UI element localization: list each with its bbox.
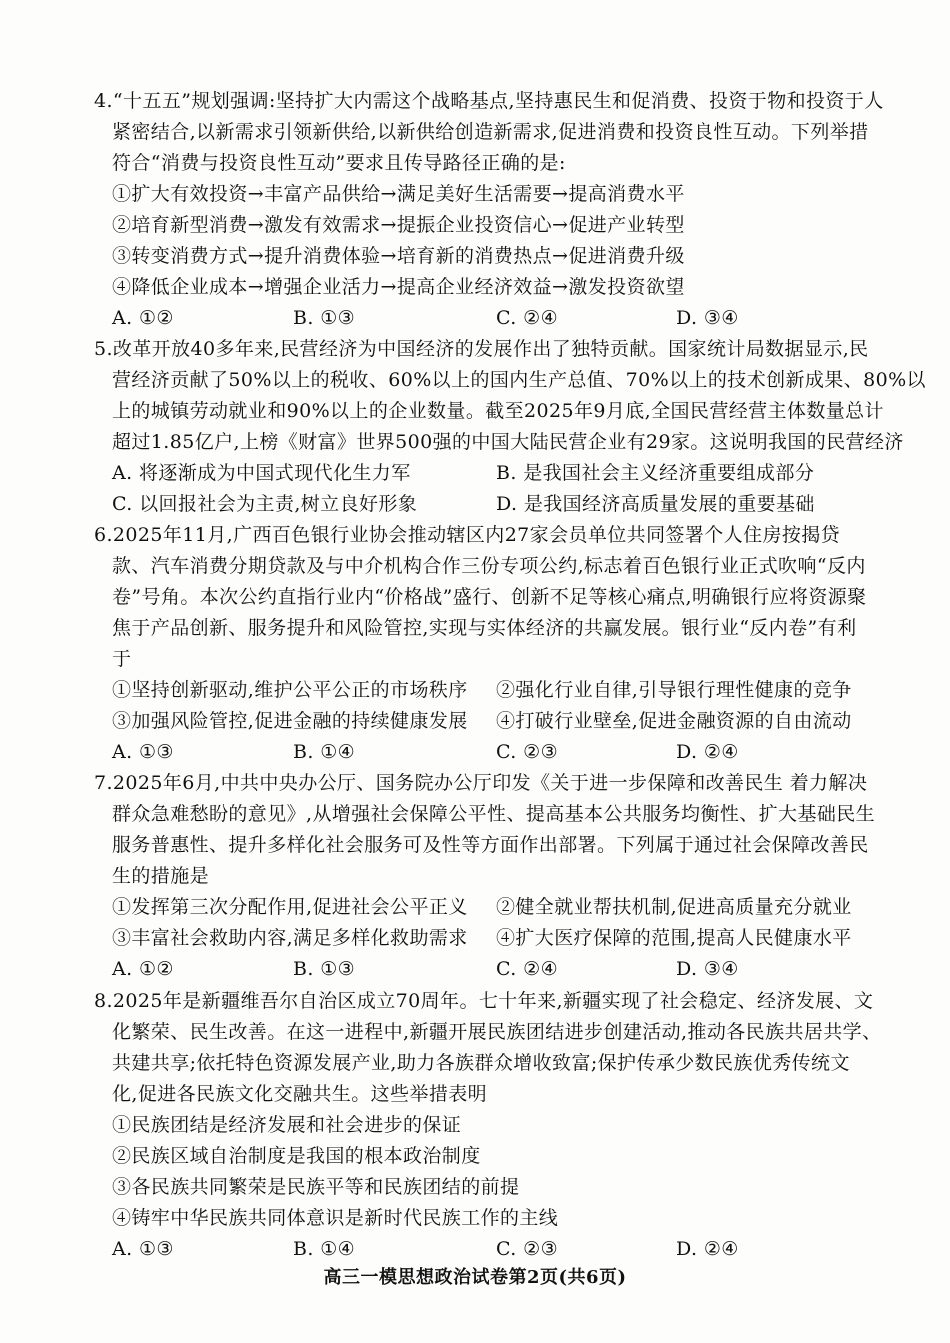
q8-stem-line: 化繁荣、民生改善。在这一进程中,新疆开展民族团结进步创建活动,推动各民族共居共学、 bbox=[112, 1021, 882, 1043]
q5-stem-line: 上的城镇劳动就业和90%以上的企业数量。截至2025年9月底,全国民营经营主体数量总计 bbox=[112, 400, 884, 422]
q5-stem-line: 超过1.85亿户,上榜《财富》世界500强的中国大陆民营企业有29家。这说明我国的民营经济 bbox=[112, 431, 904, 453]
q8-item: ①民族团结是经济发展和社会进步的保证 bbox=[112, 1114, 462, 1136]
q6-item: ①坚持创新驱动,维护公平公正的市场秩序 bbox=[112, 679, 468, 701]
q8-option-a[interactable]: A. ①③ bbox=[112, 1238, 174, 1260]
q7-item: ①发挥第三次分配作用,促进社会公平正义 bbox=[112, 896, 468, 918]
q6-option-b[interactable]: B. ①④ bbox=[293, 741, 356, 763]
q4-option-a[interactable]: A. ①② bbox=[112, 307, 174, 329]
q8-item: ④铸牢中华民族共同体意识是新时代民族工作的主线 bbox=[112, 1207, 559, 1229]
q7-option-b[interactable]: B. ①③ bbox=[293, 958, 356, 980]
q8-option-b[interactable]: B. ①④ bbox=[293, 1238, 356, 1260]
q4-stem-line: 紧密结合,以新需求引领新供给,以新供给创造新需求,促进消费和投资良性互动。下列举措 bbox=[112, 121, 869, 143]
q4-stem-line: 4.“十五五”规划强调:坚持扩大内需这个战略基点,坚持惠民生和促消费、投资于物和投资于人 bbox=[94, 90, 884, 112]
q6-stem-line: 于 bbox=[112, 648, 132, 670]
q8-item: ②民族区域自治制度是我国的根本政治制度 bbox=[112, 1145, 481, 1167]
q6-option-a[interactable]: A. ①③ bbox=[112, 741, 174, 763]
q6-item: ④打破行业壁垒,促进金融资源的自由流动 bbox=[496, 710, 852, 732]
q6-stem-line: 焦于产品创新、服务提升和风险管控,实现与实体经济的共赢发展。银行业“反内卷”有利 bbox=[112, 617, 857, 639]
q7-option-a[interactable]: A. ①② bbox=[112, 958, 174, 980]
q4-option-b[interactable]: B. ①③ bbox=[293, 307, 356, 329]
q4-stem-line: 符合“消费与投资良性互动”要求且传导路径正确的是: bbox=[112, 152, 566, 174]
q7-item: ②健全就业帮扶机制,促进高质量充分就业 bbox=[496, 896, 852, 918]
q6-item: ②强化行业自律,引导银行理性健康的竞争 bbox=[496, 679, 852, 701]
q7-stem-line: 生的措施是 bbox=[112, 865, 210, 887]
q7-stem-line: 7.2025年6月,中共中央办公厅、国务院办公厅印发《关于进一步保障和改善民生 着力解决 bbox=[94, 772, 868, 794]
q6-stem-line: 6.2025年11月,广西百色银行业协会推动辖区内27家会员单位共同签署个人住房按揭贷 bbox=[94, 524, 841, 546]
q7-option-c[interactable]: C. ②④ bbox=[496, 958, 559, 980]
q4-item: ④降低企业成本→增强企业活力→提高企业经济效益→激发投资欲望 bbox=[112, 276, 685, 298]
q5-option-c[interactable]: C. 以回报社会为主责,树立良好形象 bbox=[112, 493, 418, 515]
q4-item: ①扩大有效投资→丰富产品供给→满足美好生活需要→提高消费水平 bbox=[112, 183, 685, 205]
q5-option-a[interactable]: A. 将逐渐成为中国式现代化生力军 bbox=[112, 462, 411, 484]
q6-item: ③加强风险管控,促进金融的持续健康发展 bbox=[112, 710, 468, 732]
q5-option-b[interactable]: B. 是我国社会主义经济重要组成部分 bbox=[496, 462, 815, 484]
q7-stem-line: 群众急难愁盼的意见》,从增强社会保障公平性、提高基本公共服务均衡性、扩大基础民生 bbox=[112, 803, 876, 825]
q8-option-c[interactable]: C. ②③ bbox=[496, 1238, 559, 1260]
q5-stem-line: 营经济贡献了50%以上的税收、60%以上的国内生产总值、70%以上的技术创新成果、80%以 bbox=[112, 369, 926, 391]
q7-option-d[interactable]: D. ③④ bbox=[676, 958, 739, 980]
q6-stem-line: 款、汽车消费分期贷款及与中介机构合作三份专项公约,标志着百色银行业正式吹响“反内 bbox=[112, 555, 866, 577]
q7-item: ④扩大医疗保障的范围,提高人民健康水平 bbox=[496, 927, 852, 949]
q8-stem-line: 共建共享;依托特色资源发展产业,助力各族群众增收致富;保护传承少数民族优秀传统文 bbox=[112, 1052, 850, 1074]
q4-item: ②培育新型消费→激发有效需求→提振企业投资信心→促进产业转型 bbox=[112, 214, 685, 236]
q8-option-d[interactable]: D. ②④ bbox=[676, 1238, 739, 1260]
q4-item: ③转变消费方式→提升消费体验→培育新的消费热点→促进消费升级 bbox=[112, 245, 685, 267]
q7-stem-line: 服务普惠性、提升多样化社会服务可及性等方面作出部署。下列属于通过社会保障改善民 bbox=[112, 834, 869, 856]
q8-stem-line: 8.2025年是新疆维吾尔自治区成立70周年。七十年来,新疆实现了社会稳定、经济发展、文 bbox=[94, 990, 874, 1012]
q6-option-c[interactable]: C. ②③ bbox=[496, 741, 559, 763]
q5-stem-line: 5.改革开放40多年来,民营经济为中国经济的发展作出了独特贡献。国家统计局数据显示,民 bbox=[94, 338, 869, 360]
q7-item: ③丰富社会救助内容,满足多样化救助需求 bbox=[112, 927, 468, 949]
q6-stem-line: 卷”号角。本次公约直指行业内“价格战”盛行、创新不足等核心痛点,明确银行应将资源聚 bbox=[112, 586, 867, 608]
q8-item: ③各民族共同繁荣是民族平等和民族团结的前提 bbox=[112, 1176, 520, 1198]
q5-option-d[interactable]: D. 是我国经济高质量发展的重要基础 bbox=[496, 493, 815, 515]
q4-option-c[interactable]: C. ②④ bbox=[496, 307, 559, 329]
q8-stem-line: 化,促进各民族文化交融共生。这些举措表明 bbox=[112, 1083, 488, 1105]
q4-option-d[interactable]: D. ③④ bbox=[676, 307, 739, 329]
page-footer: 高三一模思想政治试卷第2页(共6页) bbox=[323, 1267, 627, 1288]
q6-option-d[interactable]: D. ②④ bbox=[676, 741, 739, 763]
